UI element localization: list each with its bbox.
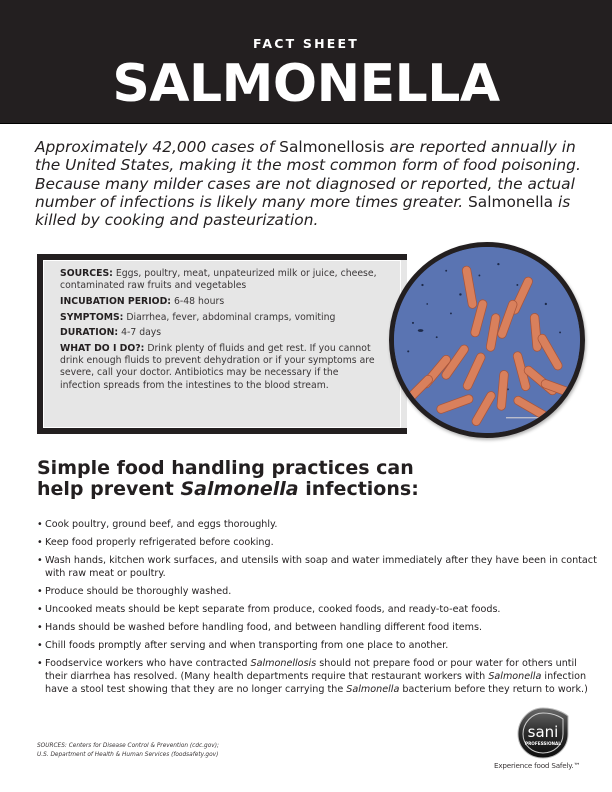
info-incubation [60,296,380,308]
info-duration [60,327,380,339]
heading-text: infections: [298,478,419,500]
intro-text: killed by cooking and pasteurization. [35,211,319,230]
intro-text: are reported annually in the United States, making it the most common form of food poisoning. Because many milder cases are not diagnosed or reported, the actual number of infections is likely many more times greater. [35,138,581,211]
info-value: 4-7 days [118,327,162,339]
info-value: 6-48 hours [171,295,225,307]
tip-italic-term: Salmonella [346,684,400,696]
info-value: Eggs, poultry, meat, unpateurized milk or juice, cheese, contaminated raw fruits and vegetables [60,268,377,292]
header-banner [0,0,612,124]
info-label: WHAT DO I DO?: [60,343,145,355]
info-value: Diarrhea, fever, abdominal cramps, vomiting [123,311,336,323]
intro-text: Approximately 42,000 cases of [35,138,280,156]
intro-term: Salmonellosis [279,138,385,156]
section-heading [37,458,457,500]
page-title: SALMONELLA [112,54,500,114]
list-item: • Chill foods promptly after serving and when transporting from one place to another. [37,639,597,652]
tip-text: bacterium before they return to work.) [399,684,588,696]
info-box-content [60,268,380,395]
info-what-to-do [60,343,380,392]
list-item: • Produce should be thoroughly washed. [37,585,597,598]
info-value: Drink plenty of fluids and get rest. If you cannot drink enough fluids to prevent dehydration or if your symptoms are severe, call your doctor. Antibiotics may be necessary if the infection spreads from the intestines to the blood stream. [60,343,375,391]
tip-italic-term: Salmonella [488,670,542,682]
info-label: DURATION: [60,327,119,339]
brand-tagline: Experience food Safely.™ [494,761,581,770]
prevention-tips-list [37,518,597,701]
intro-term: Salmonella [468,192,554,211]
sani-professional-logo [515,706,571,760]
source-line: SOURCES: Centers for Disease Control & Prevention (cdc.gov); [37,743,219,749]
list-item: • Keep food properly refrigerated before cooking. [37,536,597,549]
tip-text: infection have a stool test showing that they are no longer carrying the [45,670,587,696]
svg-text:PROFESSIONAL: PROFESSIONAL [525,741,561,746]
intro-paragraph [35,138,595,229]
list-item: • Hands should be washed before handling food, and between handling different food items. [37,621,597,634]
tip-italic-term: Salmonellosis [250,657,317,669]
info-symptoms [60,312,380,324]
list-item [37,657,597,697]
list-item: • Uncooked meats should be kept separate from produce, cooked foods, and ready-to-eat foods. [37,603,597,616]
list-item: • Cook poultry, ground beef, and eggs thoroughly. [37,518,597,531]
tip-text: should not prepare food or pour water for others until their diarrhea has resolved. (Many health departments require that restaurant workers with [45,657,577,682]
info-label: INCUBATION PERIOD: [60,295,172,307]
salmonella-micrograph-image [389,242,585,438]
info-sources [60,268,380,292]
heading-italic-term: Salmonella [180,478,299,500]
info-label: SYMPTOMS: [60,311,124,323]
sources-footnote [37,742,337,759]
bacteria-illustration [394,247,580,433]
info-label: SOURCES: [60,268,113,279]
fact-sheet-kicker: FACT SHEET [253,36,359,51]
tip-text: Foodservice workers who have contracted [45,657,251,669]
heading-text: Simple food handling practices can help prevent [37,457,414,500]
svg-text:sani: sani [527,723,559,741]
list-item: • Wash hands, kitchen work surfaces, and utensils with soap and water immediately after they have been in contact with raw meat or poultry. [37,554,597,581]
source-line: U.S. Department of Health & Human Services (foodsafety.gov) [37,751,219,758]
intro-text: is [553,192,571,211]
